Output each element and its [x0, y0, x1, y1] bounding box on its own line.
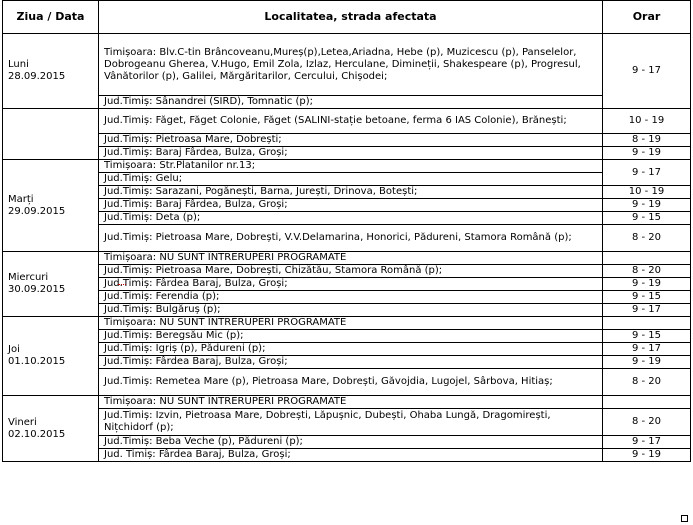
table-row	[3, 212, 691, 225]
day-date: 29.09.2015	[8, 205, 66, 217]
day-cell	[3, 252, 99, 317]
location-cell: Jud.Timiș: Remetea Mare (p), Pietroasa Mare, Dobrești, Găvojdia, Lugojel, Sârbova, Hitiaș;	[99, 369, 603, 396]
time-cell: 9 - 19	[603, 147, 691, 160]
location-cell: Timișoara: NU SUNT ÎNTRERUPERI PROGRAMATE	[99, 317, 603, 330]
location-cell: Jud.Timiș: Sarazani, Pogănești, Barna, Jurești, Drinova, Botești;	[99, 186, 603, 199]
location-cell: Jud.Timiș: Pietroasa Mare, Dobrești, V.V.Delamarina, Honorici, Pădureni, Stamora Română (p);	[99, 225, 603, 252]
day-name: Joi	[8, 344, 20, 355]
day-date: 28.09.2015	[8, 71, 66, 82]
table-row	[3, 109, 691, 134]
table-row	[3, 291, 691, 304]
table-row	[3, 252, 691, 265]
table-row	[3, 409, 691, 436]
time-cell: 9 - 17	[603, 436, 691, 449]
table-row	[3, 278, 691, 291]
time-cell: 9 - 17	[603, 34, 691, 109]
location-cell: Jud.Timiș: Baraj Fârdea, Bulza, Groși;	[99, 147, 603, 160]
table-row	[3, 356, 691, 369]
table-row	[3, 317, 691, 330]
location-cell: Jud.Timiș: Pietroasa Mare, Dobrești, Chizătău, Stamora Română (p);	[99, 265, 603, 278]
time-cell: 8 - 20	[603, 225, 691, 252]
time-cell	[603, 252, 691, 265]
location-cell: Jud. Timiș: Fârdea Baraj, Bulza, Groși;	[99, 449, 603, 462]
time-cell: 8 - 20	[603, 369, 691, 396]
day-cell	[3, 396, 99, 462]
day-cell	[3, 317, 99, 396]
time-cell: 8 - 19	[603, 134, 691, 147]
table-row	[3, 173, 691, 186]
time-cell	[603, 317, 691, 330]
table-row	[3, 199, 691, 212]
resize-handle[interactable]	[681, 515, 688, 522]
table-row	[3, 160, 691, 173]
location-cell: Jud.Timiș: Gelu;	[99, 173, 603, 186]
table-row	[3, 304, 691, 317]
location-cell: Timișoara: NU SUNT ÎNTRERUPERI PROGRAMATE	[99, 396, 603, 409]
location-cell: Jud.Timiș: Bulgăruș (p);	[99, 304, 603, 317]
location-cell: Jud.Timiș: Fârdea Baraj, Bulza, Groși;	[99, 356, 603, 369]
location-cell: Jud.Timiș: Fârdea Baraj, Bulza, Groși;	[99, 278, 603, 291]
table-row	[3, 396, 691, 409]
table-row	[3, 34, 691, 96]
outage-schedule-document	[2, 0, 690, 462]
day-date: 01.10.2015	[8, 356, 66, 367]
time-cell: 9 - 15	[603, 330, 691, 343]
time-cell: 9 - 17	[603, 343, 691, 356]
day-cell	[3, 160, 99, 252]
location-cell: Timișoara: Str.Platanilor nr.13;	[99, 160, 603, 173]
location-cell: Jud.Timiș: Ferendia (p);	[99, 291, 603, 304]
day-cell	[3, 109, 99, 160]
time-cell: 9 - 15	[603, 212, 691, 225]
day-date: 02.10.2015	[8, 428, 66, 440]
time-cell: 9 - 15	[603, 291, 691, 304]
time-cell: 8 - 20	[603, 409, 691, 436]
location-cell: Jud.Timiș: Baraj Fârdea, Bulza, Groși;	[99, 199, 603, 212]
header-time: Orar	[603, 1, 691, 34]
time-cell: 10 - 19	[603, 186, 691, 199]
table-row	[3, 134, 691, 147]
time-cell: 9 - 19	[603, 449, 691, 462]
day-cell	[3, 34, 99, 109]
time-cell: 9 - 17	[603, 160, 691, 186]
table-row	[3, 436, 691, 449]
header-location: Localitatea, strada afectata	[99, 1, 603, 34]
table-header-row	[3, 1, 691, 34]
day-name: Marți	[8, 193, 34, 205]
time-cell: 10 - 19	[603, 109, 691, 134]
location-cell: Jud.Timiș: Beba Veche (p), Pădureni (p);	[99, 436, 603, 449]
header-day: Ziua / Data	[3, 1, 99, 34]
location-cell: Jud.Timiș: Făget, Făget Colonie, Făget (SALINI-stație betoane, ferma 6 IAS Colonie), Brănești;	[99, 109, 603, 134]
time-cell: 9 - 17	[603, 304, 691, 317]
table-row	[3, 186, 691, 199]
location-cell: Timișoara: NU SUNT ÎNTRERUPERI PROGRAMATE	[99, 252, 603, 265]
table-row	[3, 343, 691, 356]
location-cell: Jud.Timiș: Deta (p);	[99, 212, 603, 225]
day-date: 30.09.2015	[8, 284, 66, 295]
table-row	[3, 96, 691, 109]
location-cell: Timișoara: Blv.C-tin Brâncoveanu,Mureș(p),Letea,Ariadna, Hebe (p), Muzicescu (p), Panselelor, Dobrogeanu Gherea, V.Hugo, Emil Zola, Izlaz, Herculane, Dimineții, Shakespeare (p), Progresul, Vânătorilor (p), Galilei, Mărgăritarilor, Cercului, Chișodei;	[99, 34, 603, 96]
location-cell: Jud.Timiș: Izvin, Pietroasa Mare, Dobrești, Lăpușnic, Dubești, Ohaba Lungă, Dragomirești, Nițchidorf (p);	[99, 409, 603, 436]
table-row	[3, 330, 691, 343]
location-cell: Jud.Timiș: Igriș (p), Pădureni (p);	[99, 343, 603, 356]
day-name: Miercuri	[8, 272, 49, 283]
time-cell	[603, 396, 691, 409]
day-name: Luni	[8, 59, 29, 70]
table-row	[3, 369, 691, 396]
location-cell: Jud.Timiș: Sânandrei (SIRD), Tomnatic (p);	[99, 96, 603, 109]
table-row	[3, 225, 691, 252]
table-row	[3, 147, 691, 160]
time-cell: 9 - 19	[603, 356, 691, 369]
time-cell: 9 - 19	[603, 278, 691, 291]
spellcheck-underline	[118, 283, 126, 285]
outage-schedule-table	[2, 0, 691, 462]
location-cell: Jud.Timiș: Pietroasa Mare, Dobrești;	[99, 134, 603, 147]
table-row	[3, 449, 691, 462]
table-body	[3, 34, 691, 462]
location-cell: Jud.Timiș: Beregsău Mic (p);	[99, 330, 603, 343]
time-cell: 9 - 19	[603, 199, 691, 212]
day-name: Vineri	[8, 416, 37, 428]
table-row	[3, 265, 691, 278]
time-cell: 8 - 20	[603, 265, 691, 278]
